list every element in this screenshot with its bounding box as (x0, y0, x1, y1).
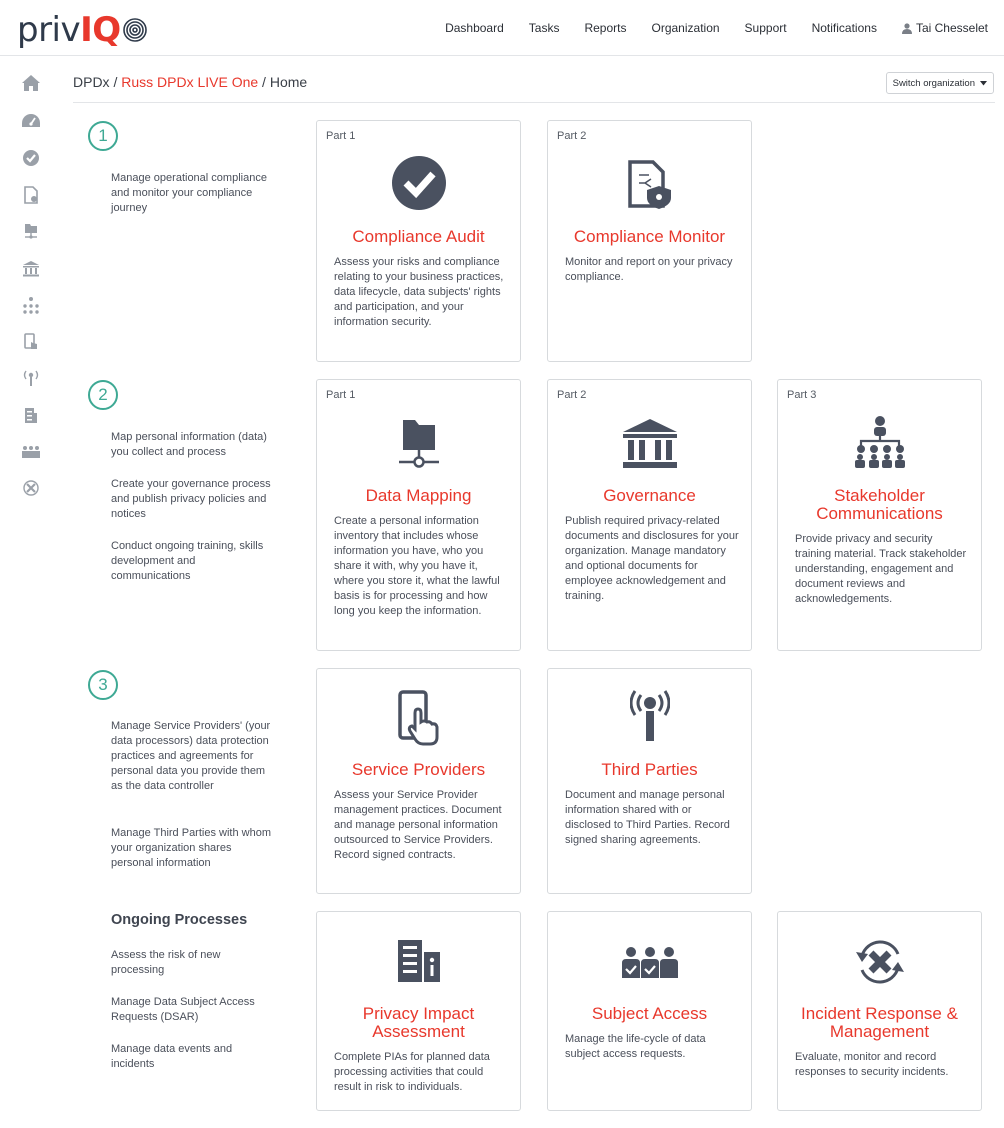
card-icon-wrap (317, 155, 520, 211)
card-icon-wrap (317, 689, 520, 747)
card-text: Create a personal information inventory that includes whose information you have, who you share it with, why you have it, where you store it, what the lawful basis is for processing and how long you keep the information. (334, 515, 500, 617)
card-part-label: Part 2 (557, 389, 587, 401)
card-third-parties[interactable] (547, 668, 752, 894)
document-shield-icon (625, 159, 675, 211)
sidebar-governance[interactable] (20, 257, 42, 279)
ongoing-description-2: Manage Data Subject Access Requests (DSAR) (111, 996, 255, 1023)
step-1-description: Manage operational compliance and monitor your compliance journey (111, 172, 267, 214)
nav-notifications[interactable]: Notifications (811, 21, 877, 35)
card-icon-wrap (317, 938, 520, 984)
card-part-label: Part 1 (326, 130, 356, 142)
building-icon (23, 406, 39, 424)
incident-icon (22, 479, 40, 497)
sidebar-subject-access[interactable] (20, 441, 42, 463)
switch-organization-label: Switch organization (892, 77, 975, 89)
institution-icon (621, 418, 679, 470)
ongoing-description-1: Assess the risk of new processing (111, 949, 221, 976)
card-subject-access[interactable] (547, 911, 752, 1111)
card-compliance-monitor[interactable] (547, 120, 752, 362)
card-title: Compliance Monitor (573, 227, 726, 246)
caret-down-icon (980, 81, 987, 86)
broadcast-icon (23, 369, 39, 387)
step-1-badge: 1 (88, 121, 118, 151)
check-circle-icon (22, 149, 40, 167)
breadcrumb-organization[interactable]: Russ DPDx LIVE One (121, 74, 259, 90)
step-2-description-2: Create your governance process and publish privacy policies and notices (111, 478, 271, 520)
building-icon (394, 938, 444, 984)
fingerprint-icon (122, 17, 148, 43)
card-icon-wrap (548, 418, 751, 470)
folder-network-icon (395, 418, 443, 470)
card-text: Provide privacy and security training material. Track stakeholder understanding, engagement and document reviews and acknowledgements. (795, 533, 967, 605)
nav-reports[interactable]: Reports (584, 21, 627, 35)
step-3-description-2: Manage Third Parties with whom your organization shares personal information (111, 827, 271, 869)
divider (73, 102, 995, 103)
sidebar-compliance[interactable] (20, 147, 42, 169)
hierarchy-icon (22, 296, 40, 314)
ongoing-processes-heading: Ongoing Processes (111, 912, 248, 928)
card-incident-response[interactable] (777, 911, 982, 1111)
main-nav (420, 0, 988, 56)
card-part-label: Part 2 (557, 130, 587, 142)
document-settings-icon (23, 186, 39, 204)
top-bar (0, 0, 1004, 56)
breadcrumb-separator: / (258, 74, 270, 90)
sidebar-pia[interactable] (20, 404, 42, 426)
card-title: Third Parties (601, 760, 698, 779)
home-icon (21, 74, 41, 92)
card-icon-wrap (778, 938, 981, 986)
folder-network-icon (23, 222, 39, 240)
card-title: Governance (603, 486, 696, 505)
breadcrumb (73, 74, 307, 90)
card-compliance-audit[interactable] (316, 120, 521, 362)
card-part-label: Part 1 (326, 389, 356, 401)
card-title: Incident Response & Management (801, 1004, 958, 1041)
group-check-icon (621, 946, 679, 980)
touch-device-icon (23, 333, 39, 351)
step-2-description-3: Conduct ongoing training, skills development and communications (111, 540, 264, 582)
card-governance[interactable] (547, 379, 752, 651)
card-icon-wrap (778, 414, 981, 472)
nav-support[interactable]: Support (744, 21, 787, 35)
user-icon (902, 23, 912, 34)
nav-dashboard[interactable]: Dashboard (445, 21, 504, 35)
card-title: Stakeholder Communications (816, 486, 943, 523)
card-part-label: Part 3 (787, 389, 817, 401)
broadcast-icon (630, 689, 670, 745)
breadcrumb-root[interactable]: DPDx (73, 74, 110, 90)
sidebar-third-parties[interactable] (20, 367, 42, 389)
sidebar-incidents[interactable] (20, 477, 42, 499)
incident-icon (852, 938, 908, 986)
institution-icon (22, 260, 40, 277)
card-text: Document and manage personal information shared with or disclosed to Third Parties. Record signed sharing agreements. (565, 789, 730, 846)
step-2-badge: 2 (88, 380, 118, 410)
logo-text-iq: IQ (80, 10, 121, 50)
step-3-badge: 3 (88, 670, 118, 700)
logo-text-priv: priv (17, 10, 81, 50)
card-icon-wrap (548, 159, 751, 211)
card-icon-wrap (317, 418, 520, 470)
card-title: Subject Access (591, 1004, 708, 1023)
card-title: Service Providers (351, 760, 486, 779)
sidebar-home[interactable] (20, 72, 42, 94)
card-text: Assess your risks and compliance relating to your business practices, data lifecycle, data subjects' rights and participation, and your information security. (334, 256, 504, 328)
ongoing-description-3: Manage data events and incidents (111, 1043, 233, 1070)
sidebar-service-providers[interactable] (20, 331, 42, 353)
nav-organization[interactable]: Organization (651, 21, 720, 35)
sidebar-stakeholders[interactable] (20, 294, 42, 316)
card-text: Publish required privacy-related documents and disclosures for your organization. Manage mandatory and optional documents for employee acknowledgement and training. (565, 515, 739, 602)
card-service-providers[interactable] (316, 668, 521, 894)
step-3-description-1: Manage Service Providers' (your data processors) data protection practices and agreements for personal data you provide them as the data controller (111, 720, 271, 792)
touch-device-icon (396, 689, 442, 747)
card-title: Privacy Impact Assessment (362, 1004, 475, 1041)
card-icon-wrap (548, 689, 751, 745)
privIQ-logo[interactable] (17, 10, 148, 50)
card-privacy-impact-assessment[interactable] (316, 911, 521, 1111)
switch-organization-button[interactable] (886, 72, 994, 94)
card-stakeholder-communications[interactable] (777, 379, 982, 651)
sidebar-data-mapping[interactable] (20, 220, 42, 242)
hierarchy-icon (853, 414, 907, 472)
card-icon-wrap (548, 946, 751, 980)
card-title: Compliance Audit (352, 227, 485, 246)
card-text: Evaluate, monitor and record responses to security incidents. (795, 1051, 949, 1078)
breadcrumb-current: Home (269, 74, 308, 90)
dashboard-gauge-icon (21, 113, 41, 129)
sidebar-monitor[interactable] (20, 184, 42, 206)
group-icon (21, 445, 41, 459)
check-circle-icon (391, 155, 447, 211)
card-data-mapping[interactable] (316, 379, 521, 651)
sidebar-dashboard[interactable] (20, 110, 42, 132)
card-text: Complete PIAs for planned data processing activities that could result in risk to individuals. (334, 1051, 490, 1093)
card-text: Manage the life-cycle of data subject access requests. (565, 1033, 706, 1060)
breadcrumb-separator: / (109, 74, 122, 90)
card-title: Data Mapping (365, 486, 472, 505)
user-name: Tai Chesselet (915, 21, 988, 35)
card-text: Monitor and report on your privacy compliance. (565, 256, 733, 283)
card-text: Assess your Service Provider management practices. Document and manage personal information outsourced to Service Providers. Record signed contracts. (334, 789, 502, 861)
user-menu[interactable] (902, 21, 988, 35)
nav-tasks[interactable]: Tasks (528, 21, 560, 35)
step-2-description-1: Map personal information (data) you collect and process (111, 431, 267, 458)
